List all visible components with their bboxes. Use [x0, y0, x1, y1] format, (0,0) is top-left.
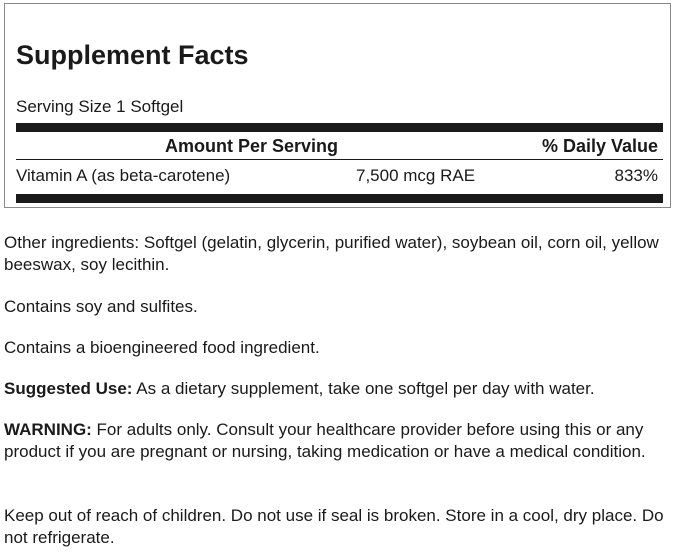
- thick-divider-bottom: [16, 194, 663, 203]
- allergen-statement: Contains soy and sulfites.: [4, 297, 198, 316]
- warning-text: For adults only. Consult your healthcare provider before using this or any product if you are pregnant or nursing, taking medication or have a medical condition.: [4, 420, 646, 461]
- supplement-facts-panel: [4, 3, 671, 208]
- suggested-use: [4, 378, 674, 400]
- suggested-use-label: Suggested Use:: [4, 379, 133, 398]
- bioengineered-statement: Contains a bioengineered food ingredient.: [4, 338, 320, 357]
- daily-value-header: % Daily Value: [541, 136, 658, 156]
- warning: [4, 419, 674, 463]
- storage-instructions: Keep out of reach of children. Do not use if seal is broken. Store in a cool, dry place. Do not refrigerate.: [4, 506, 664, 547]
- warning-label: WARNING:: [4, 420, 92, 439]
- other-ingredients: Other ingredients: Softgel (gelatin, glycerin, purified water), soybean oil, corn oil, yellow beeswax, soy lecithin.: [4, 233, 659, 274]
- suggested-use-text: As a dietary supplement, take one softgel per day with water.: [132, 379, 595, 398]
- nutrient-name: Vitamin A (as beta-carotene): [16, 166, 231, 185]
- thick-divider-top: [16, 123, 663, 132]
- thin-divider: [16, 159, 663, 160]
- facts-title: Supplement Facts: [16, 40, 249, 70]
- amount-per-serving-header: Amount Per Serving: [165, 136, 339, 156]
- nutrient-amount: 7,500 mcg RAE: [356, 166, 476, 185]
- serving-size: Serving Size 1 Softgel: [16, 97, 184, 116]
- nutrient-daily-value: 833%: [614, 166, 658, 185]
